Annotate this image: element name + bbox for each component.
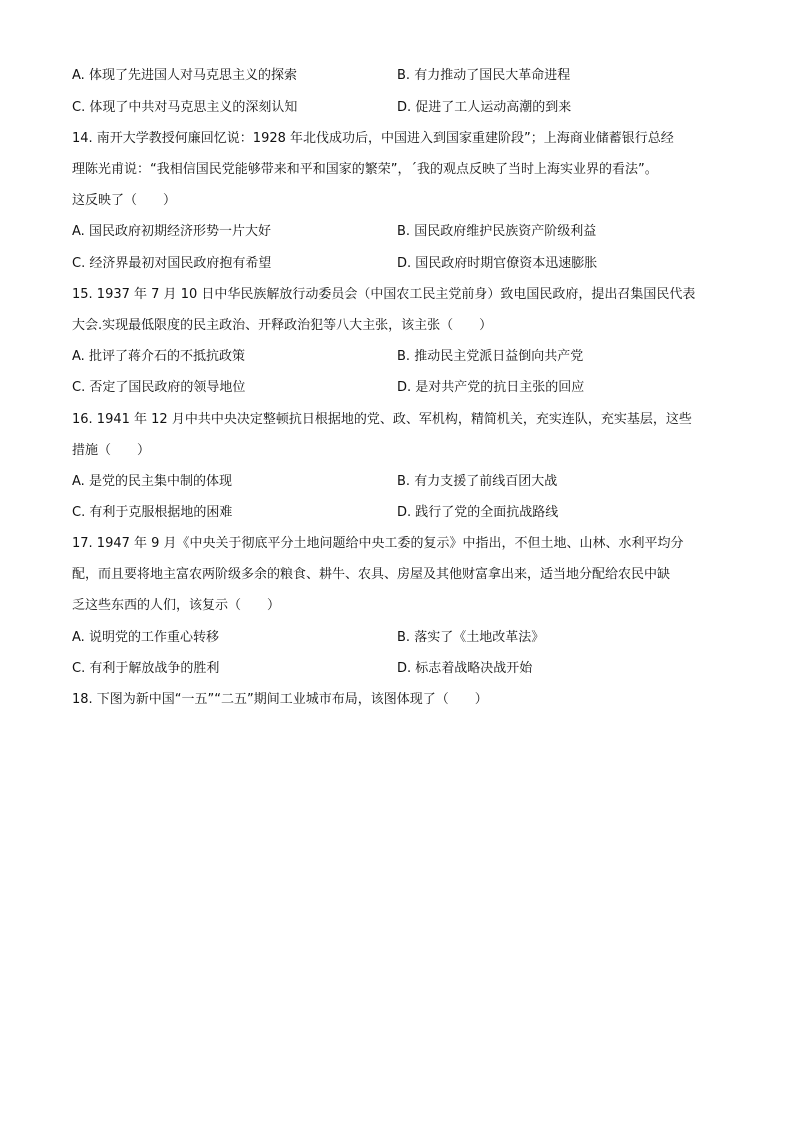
q15-option-c-label: C.: [72, 380, 86, 395]
q17-option-a: [72, 628, 219, 648]
q16-option-b-label: B.: [397, 474, 411, 489]
q14-option-d-label: D.: [397, 256, 412, 271]
q16-option-a: [72, 472, 232, 492]
q17-option-a-text: 说明党的工作重心转移: [88, 630, 219, 645]
q17-option-c-text: 有利于解放战争的胜利: [89, 661, 220, 676]
q14-option-b: [397, 222, 596, 242]
q17-option-c: [72, 659, 219, 679]
q16-option-c: [72, 503, 232, 523]
q16-option-d: [397, 503, 558, 523]
q14-option-a-label: A.: [72, 224, 85, 239]
q16-option-d-text: 践行了党的全面抗战路线: [415, 505, 559, 520]
q15-option-b: [397, 347, 583, 367]
q13-option-d: [397, 98, 571, 118]
q14-option-c-text: 经济界最初对国民政府抱有希望: [89, 256, 272, 271]
q17-option-c-label: C.: [72, 661, 86, 676]
q16-option-c-text: 有利于克服根据地的困难: [89, 505, 233, 520]
q14-stem-line-1: 14. 南开大学教授何廉回忆说：1928 年北伐成功后，中国进入到国家重建阶段”；上海商业储蓄银行总经: [72, 131, 674, 146]
q17-stem-line-3: 乏这些东西的人们，该复示（ ）: [72, 598, 281, 613]
q17-stem-line-2: 配，而且要将地主富农两阶级多余的粮食、耕牛、农具、房屋及其他财富拿出来，适当地分配给农民中缺: [72, 567, 671, 582]
q13-option-c-label: C.: [72, 100, 86, 115]
q16-option-d-label: D.: [397, 505, 412, 520]
q14-option-b-text: 国民政府维护民族资产阶级利益: [414, 224, 597, 239]
q13-option-b: [397, 66, 570, 86]
q14-option-c-label: C.: [72, 256, 86, 271]
q16-option-b: [397, 472, 557, 492]
q13-option-d-label: D.: [397, 100, 412, 115]
q15-option-c-text: 否定了国民政府的领导地位: [89, 380, 246, 395]
q14-option-b-label: B.: [397, 224, 411, 239]
q13-option-c-text: 体现了中共对马克思主义的深刻认知: [89, 100, 298, 115]
q16-option-c-label: C.: [72, 505, 86, 520]
q16-option-a-label: A.: [72, 474, 85, 489]
q14-option-d: [397, 254, 597, 274]
q14-option-a: [72, 222, 271, 242]
q14-option-c: [72, 254, 271, 274]
q15-stem-line-1: 15. 1937 年 7 月 10 日中华民族解放行动委员会（中国农工民主党前身）致电国民政府，提出召集国民代表: [72, 287, 696, 302]
q13-option-b-label: B.: [397, 68, 411, 83]
q15-option-a: [72, 347, 245, 367]
q17-option-d-label: D.: [397, 661, 412, 676]
q17-option-b: [397, 628, 544, 648]
q15-option-b-text: 推动民主党派日益倒向共产党: [414, 349, 584, 364]
q15-option-a-label: A.: [72, 349, 85, 364]
q17-option-d-text: 标志着战略决战开始: [415, 661, 533, 676]
q15-option-d: [397, 378, 584, 398]
q15-option-d-label: D.: [397, 380, 412, 395]
q16-option-a-text: 是党的民主集中制的体现: [88, 474, 232, 489]
q17-option-b-text: 落实了《土地改革法》: [414, 630, 545, 645]
q15-option-a-text: 批评了蒋介石的不抵抗政策: [88, 349, 245, 364]
q14-stem-line-3: 这反映了（ ）: [72, 193, 177, 208]
q13-option-a-text: 体现了先进国人对马克思主义的探索: [88, 68, 297, 83]
q14-option-a-text: 国民政府初期经济形势一片大好: [88, 224, 271, 239]
q13-option-c: [72, 98, 297, 118]
q18-stem-line-1: 18. 下图为新中国“一五”“二五”期间工业城市布局，该图体现了（ ）: [72, 692, 488, 707]
q16-option-b-text: 有力支援了前线百团大战: [414, 474, 558, 489]
q16-stem-line-2: 措施（ ）: [72, 443, 151, 458]
q15-option-c: [72, 378, 245, 398]
q15-option-b-label: B.: [397, 349, 411, 364]
q13-option-b-text: 有力推动了国民大革命进程: [414, 68, 571, 83]
q15-stem-line-2: 大会.实现最低限度的民主政治、开释政治犯等八大主张，该主张（ ）: [72, 318, 493, 333]
q13-option-a-label: A.: [72, 68, 85, 83]
q17-option-d: [397, 659, 532, 679]
q13-option-a: [72, 66, 297, 86]
q13-option-d-text: 促进了工人运动高潮的到来: [415, 100, 572, 115]
q15-option-d-text: 是对共产党的抗日主张的回应: [415, 380, 585, 395]
q14-option-d-text: 国民政府时期官僚资本迅速膨胀: [415, 256, 598, 271]
q16-stem-line-1: 16. 1941 年 12 月中共中央决定整顿抗日根据地的党、政、军机构，精简机关，充实连队，充实基层，这些: [72, 412, 692, 427]
q14-stem-line-2: 理陈光甫说：“我相信国民党能够带来和平和国家的繁荣”，ˊ我的观点反映了当时上海实业界的看法”。: [72, 162, 658, 177]
q17-option-b-label: B.: [397, 630, 411, 645]
q17-stem-line-1: 17. 1947 年 9 月《中央关于彻底平分土地问题给中央工委的复示》中指出，不但土地、山林、水利平均分: [72, 536, 684, 551]
q17-option-a-label: A.: [72, 630, 85, 645]
